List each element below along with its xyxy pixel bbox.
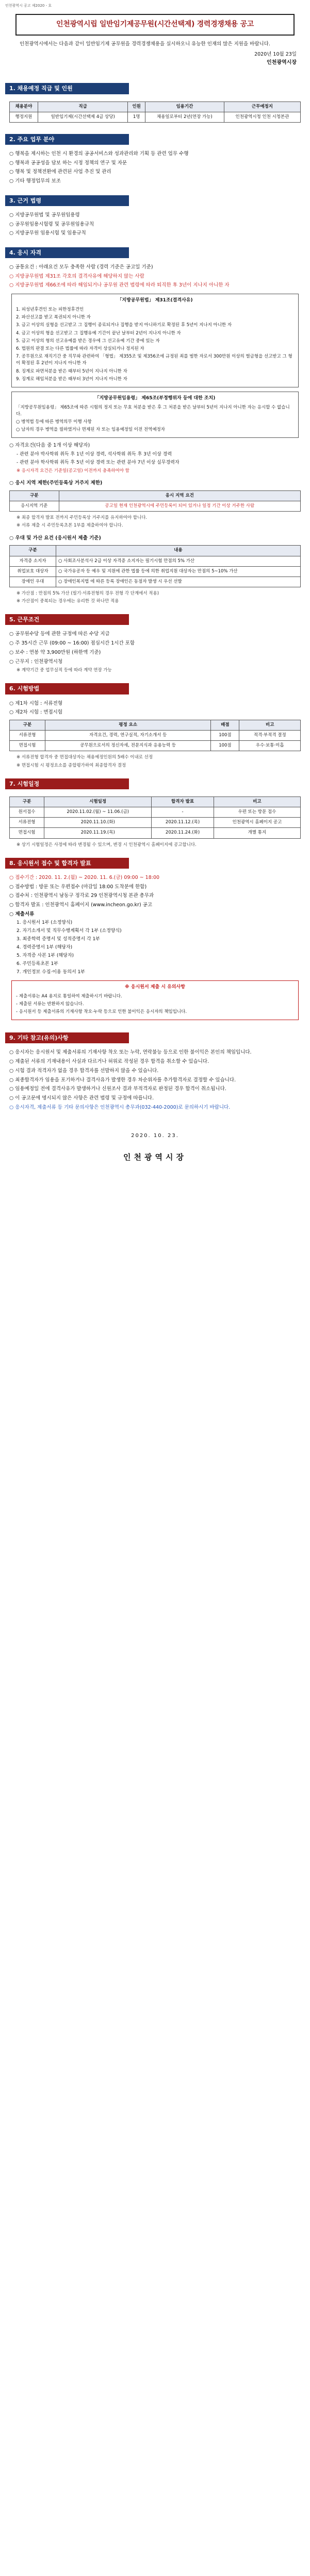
- title-box: [15, 14, 295, 36]
- footer-date: 2020. 10. 23.: [131, 1133, 179, 1139]
- note: ※ 가산점 : 만점의 5% 가산 (필기·서류전형의 경우 전형 각 단계에서 적용): [17, 591, 159, 597]
- schedule-table: [9, 796, 301, 839]
- table-row: [10, 501, 301, 512]
- list-item: ○ 응시자는 응시원서 및 제출서류의 기재사항 착오 또는 누락, 연락불능 등으로 인한 불이익은 본인의 책임입니다.: [9, 1049, 252, 1056]
- exam-method-table: [9, 720, 301, 752]
- section-8: [5, 874, 305, 1021]
- list-item: ○ 공통요건 : 아래요건 모두 충족한 사람 (경력 기준은 공고일 기준): [9, 264, 153, 270]
- table-cell: 공고일 현재 인천광역시에 주민등록이 되어 있거나 일정 기간 이상 거주한 사람: [59, 501, 300, 512]
- intro-text: 인천광역시에서는 다음과 같이 일반임기제 공무원을 경력경쟁채용을 실시하오니 유능한 인재의 많은 지원을 바랍니다.: [20, 41, 270, 47]
- table-header: 배점: [211, 720, 239, 730]
- table-cell: 인천광역시청 인천 시청본관: [224, 112, 300, 122]
- section-1: [5, 101, 305, 123]
- table-cell: 2020.11.19.(목): [44, 828, 152, 838]
- section-9: [5, 1049, 305, 1111]
- table-cell: 인천광역시 홈페이지 공고: [214, 818, 300, 828]
- table-header: 임용기간: [145, 101, 224, 112]
- notice-page: [0, 0, 310, 1184]
- list-item: - 관련 분야 박사학위 취득 후 1년 이상 경력, 석사학위 취득 후 3년 이상 경력: [17, 452, 172, 457]
- table-cell: 일반임기제(시간선택제 4급 상당): [38, 112, 128, 122]
- table-row: [10, 566, 301, 577]
- list-item: - 관련 분야 학사학위 취득 후 5년 이상 경력 또는 관련 분야 7년 이상 실무경력자: [17, 460, 180, 466]
- table-cell: ○ 장애인복지법 에 따른 등록 장애인은 동점자 발생 시 우선 선발: [56, 577, 301, 587]
- section-8-title: 8. 응시원서 접수 및 합격자 발표: [5, 858, 129, 869]
- table-cell: 개별 통지: [214, 828, 300, 838]
- section-5: [5, 631, 305, 674]
- page-title: 인천광역시립 일반임기제공무원(시간선택제) 경력경쟁채용 공고: [56, 20, 254, 28]
- table-cell: 적격·부적격 결정: [239, 731, 301, 741]
- table-cell: 2020.11.02.(월) ~ 11.06.(금): [44, 807, 152, 818]
- table-header: 구분: [10, 796, 44, 807]
- box-line: 「지방공무원임용령」 제65조에 따른 시험의 정지 또는 무효 처분을 받은 후 그 처분을 받은 날부터 5년이 지나지 아니한 자는 응시할 수 없습니다.: [16, 404, 290, 417]
- box-line: 4. 금고 이상의 형을 선고받고 그 집행유예 기간이 끝난 날부터 2년이 지나지 아니한 자: [16, 330, 181, 336]
- box-line: - 제출된 서류는 반환하지 않습니다.: [16, 1002, 84, 1007]
- list-item: ○ 제1차 시험 : 서류전형: [9, 700, 63, 706]
- caution-box: [11, 980, 299, 1020]
- table-header: 합격자 발표: [152, 796, 214, 807]
- list-item: ○ 지방공무원법 제66조에 따라 해임되거나 공무원 관련 법령에 따라 퇴직한 후 3년이 지나지 아니한 자: [9, 282, 230, 289]
- section-7-title: 7. 시험일정: [5, 778, 129, 789]
- sub-heading: ○ 우대 및 가산 요건 (응시원서 제출 기준): [9, 535, 101, 541]
- list-item: ○ 접수기간 : 2020. 11. 2.(월) ~ 2020. 11. 6.(금) 09:00 ~ 18:00: [9, 874, 160, 880]
- section-7: [5, 796, 305, 849]
- list-item: ○ 근무지 : 인천광역시청: [9, 658, 63, 665]
- box-line: ○ 남자의 경우 병역을 필하였거나 면제된 자 또는 임용예정일 이전 전역예정자: [16, 427, 165, 433]
- list-item: ○ 제2차 시험 : 면접시험: [9, 709, 63, 716]
- misconduct-box: [11, 392, 299, 438]
- table-cell: 우편 또는 방문 접수: [214, 807, 300, 818]
- note: ※ 가산점이 중복되는 경우에는 유리한 것 하나만 적용: [17, 599, 119, 604]
- note: ※ 상기 시험일정은 사정에 따라 변경될 수 있으며, 변경 시 인천광역시 홈페이지에 공고합니다.: [17, 842, 197, 848]
- sub-heading: ○ 자격요건(다음 중 1개 이상 해당자): [9, 443, 90, 449]
- sub-heading: ○ 응시 지역 제한(주민등록상 거주지 제한): [9, 480, 103, 486]
- list-item: ○ 행복 및 정책전환에 관련된 사업 추진 및 관리: [9, 169, 111, 175]
- box-title: 「지방공무원임용령」 제65조(부정행위자 등에 대한 조치): [94, 395, 216, 401]
- table-header: 구분: [10, 546, 56, 556]
- table-header: 시험일정: [44, 796, 152, 807]
- section-6-title: 6. 시험방법: [5, 683, 129, 694]
- table-cell: -: [152, 807, 214, 818]
- table-row: [10, 807, 301, 818]
- list-item: 3. 최종학력 증명서 및 성적증명서 각 1부: [17, 937, 100, 942]
- list-item: 2. 자기소개서 및 직무수행계획서 각 1부 (소정양식): [17, 928, 122, 934]
- list-item: ○ 지방공무원법 및 공무원임용령: [9, 212, 80, 218]
- note: ※ 응시자격 요건은 기준일(공고일) 이전까지 충족하여야 함: [17, 468, 129, 474]
- list-item: ○ 지방공무원 임용시험 및 임용규칙: [9, 230, 86, 236]
- list-item: ○ 지방공무원법 제31조 각호의 결격사유에 해당하지 않는 사람: [9, 273, 144, 279]
- note: ※ 서류 제출 시 주민등록초본 1부를 제출하여야 합니다.: [17, 523, 123, 529]
- residence-table: [9, 490, 301, 512]
- box-line: 5. 금고 이상의 형의 선고유예를 받은 경우에 그 선고유예 기간 중에 있는 자: [16, 338, 160, 344]
- sub-heading: ○ 제출서류: [9, 911, 35, 917]
- list-item: 7. 개인정보 수집·이용 동의서 1부: [17, 970, 85, 975]
- box-line: 9. 징계로 해임처분을 받은 때부터 3년이 지나지 아니한 자: [16, 376, 127, 382]
- table-cell: 2020.11.12.(목): [152, 818, 214, 828]
- table-header: 채용분야: [10, 101, 38, 112]
- table-cell: 장애인 우대: [10, 577, 56, 587]
- table-header: 내용: [56, 546, 301, 556]
- list-item: 4. 경력증명서 1부 (해당자): [17, 945, 73, 951]
- bonus-table: [9, 545, 301, 587]
- table-cell: 공무원으로서의 정신자세, 전문지식과 응용능력 등: [45, 741, 211, 751]
- box-line: 2. 파산선고를 받고 복권되지 아니한 자: [16, 315, 91, 320]
- section-1-title: 1. 채용예정 직급 및 인원: [5, 83, 129, 94]
- list-item: ○ 접수방법 : 방문 또는 우편접수 (마감일 18:00 도착분에 한함): [9, 884, 147, 890]
- section-4: [5, 264, 305, 474]
- box-line: - 제출서류는 A4 용지로 통일하여 제출하시기 바랍니다.: [16, 993, 122, 999]
- table-cell: 행정지원: [10, 112, 38, 122]
- box-line: 7. 공무원으로 재직기간 중 직무와 관련하여 「형법」 제355조 및 제356조에 규정된 죄를 범한 자로서 300만원 이상의 벌금형을 선고받고 그 형이 확정된 후 2년이 지나지 아니한 자: [16, 354, 292, 366]
- section-2-title: 2. 주요 업무 분야: [5, 134, 129, 145]
- table-cell: 응시지역 기준: [10, 501, 59, 512]
- section-4b: [5, 480, 305, 529]
- list-item: ○ 주 35시간 근무 (09:00 ~ 16:00) 점심시간 1시간 포함: [9, 640, 135, 647]
- disqualification-box: [11, 294, 299, 387]
- section-3: [5, 212, 305, 238]
- list-item: ○ 공무원임용시험령 및 공무원임용규칙: [9, 221, 94, 227]
- list-item: ○ 합격자 발표 : 인천광역시 홈페이지 (www.incheon.go.kr) 공고: [9, 902, 153, 908]
- note: ※ 최종 합격자 발표 전까지 주민등록상 거주지를 유지하여야 합니다.: [17, 515, 148, 521]
- table-cell: 2020.11.10.(화): [44, 818, 152, 828]
- table-row: [10, 818, 301, 828]
- list-item: ○ 이 공고문에 명시되지 않은 사항은 관련 법령 및 규정에 따릅니다.: [9, 1095, 154, 1101]
- table-cell: 채용일로부터 2년(연장 가능): [145, 112, 224, 122]
- list-item: ○ 접수처 : 인천광역시 남동구 정각로 29 인천광역시청 본관 총무과: [9, 893, 154, 899]
- table-row: [10, 741, 301, 751]
- list-item: 5. 자격증 사본 1부 (해당자): [17, 953, 74, 959]
- document-number: 인천광역시 공고 제2020 - 호: [5, 4, 52, 8]
- table-cell: 서류전형: [10, 731, 45, 741]
- box-line: ○ 병역법 등에 따른 병역의무 이행 사항: [16, 419, 92, 425]
- section-3-title: 3. 근거 법령: [5, 195, 129, 206]
- section-9-title: 9. 기타 참고(유의)사항: [5, 1032, 129, 1043]
- table-header: 비고: [239, 720, 301, 730]
- table-cell: ○ 사회조사분석사 2급 이상 자격증 소지자는 필기시험 만점의 5% 가산: [56, 556, 301, 566]
- table-cell: 자격증 소지자: [10, 556, 56, 566]
- table-header: 근무예정지: [224, 101, 300, 112]
- box-line: 1. 피성년후견인 또는 피한정후견인: [16, 307, 84, 313]
- box-line: - 응시원서 등 제출서류의 기재사항 착오·누락 등으로 인한 불이익은 응시자의 책임입니다.: [16, 1009, 187, 1015]
- list-item: ○ 기타 행정업무의 보조: [9, 178, 61, 184]
- table-cell: ○ 국가유공자 등 예우 및 지원에 관한 법률 등에 의한 취업지원 대상자는 만점의 5~10% 가산: [56, 566, 301, 577]
- table-header: 구분: [10, 720, 45, 730]
- section-5-title: 5. 근무조건: [5, 614, 129, 625]
- table-row: [10, 731, 301, 741]
- table-cell: 자격요건, 경력, 연구실적, 자기소개서 등: [45, 731, 211, 741]
- table-header: 직급: [38, 101, 128, 112]
- section-6: [5, 700, 305, 769]
- table-cell: 2020.11.24.(화): [152, 828, 214, 838]
- list-item: ○ 행복을 제시하는 인천 시 환경의 공공서비스와 성과관리와 기획 등 관련 업무 수행: [9, 150, 189, 157]
- position-table: [9, 101, 301, 123]
- table-row: [10, 112, 301, 122]
- table-cell: 우수·보통·미흡: [239, 741, 301, 751]
- issuer-name: 인천광역시장: [267, 59, 297, 65]
- section-2: [5, 150, 305, 185]
- list-item: ○ 제출된 서류의 기재내용이 사실과 다르거나 허위로 작성된 경우 합격을 취소할 수 있습니다.: [9, 1059, 209, 1065]
- note: ※ 면접시험 시 평정요소를 종합평가하여 최종합격자 결정: [17, 762, 126, 768]
- table-header: 비고: [214, 796, 300, 807]
- box-title: ※ 응시원서 제출 시 유의사항: [125, 984, 185, 990]
- table-row: [10, 556, 301, 566]
- table-cell: 원서접수: [10, 807, 44, 818]
- table-cell: 취업보호 대상자: [10, 566, 56, 577]
- section-4c: [5, 535, 305, 605]
- table-row: [10, 828, 301, 838]
- table-row: [10, 577, 301, 587]
- list-item: 6. 주민등록초본 1부: [17, 961, 58, 967]
- list-item: ○ 시험 결과 적격자가 없을 경우 합격자를 선발하지 않을 수 있습니다.: [9, 1067, 159, 1074]
- table-header: 인원: [128, 101, 145, 112]
- table-header: 평정 요소: [45, 720, 211, 730]
- note: ※ 서류전형 합격자 중 면접대상자는 채용예정인원의 5배수 이내로 선정: [17, 755, 153, 760]
- box-line: 6. 법원의 판결 또는 다른 법률에 따라 자격이 상실되거나 정지된 자: [16, 346, 144, 351]
- section-4-title: 4. 응시 자격: [5, 247, 129, 258]
- box-line: 3. 금고 이상의 실형을 선고받고 그 집행이 종료되거나 집행을 받지 아니하기로 확정된 후 5년이 지나지 아니한 자: [16, 323, 232, 328]
- table-cell: 100점: [211, 731, 239, 741]
- announce-date: 2020년 10월 23일: [254, 52, 297, 58]
- table-header: 응시 지역 요건: [59, 490, 300, 501]
- table-cell: 면접시험: [10, 741, 45, 751]
- table-cell: 1명: [128, 112, 145, 122]
- list-item: ○ 응시자격, 제출서류 등 기타 문의사항은 인천광역시 총무과(032-440-2000)로 문의하시기 바랍니다.: [9, 1104, 231, 1110]
- table-cell: 서류전형: [10, 818, 44, 828]
- footer-signature: 인천광역시장: [123, 1152, 187, 1162]
- list-item: 1. 응시원서 1부 (소정양식): [17, 920, 73, 926]
- list-item: ○ 보수 : 연봉 약 3,900만원 (하한액 기준): [9, 649, 101, 655]
- box-line: 8. 징계로 파면처분을 받은 때부터 5년이 지나지 아니한 자: [16, 368, 127, 374]
- list-item: ○ 공무원수당 등에 관한 규정에 따른 수당 지급: [9, 631, 110, 637]
- table-header: 구분: [10, 490, 59, 501]
- box-title: 「지방공무원법」 제31조(결격사유): [117, 298, 193, 303]
- list-item: ○ 행복과 공공성을 담보 하는 시정 정책의 연구 및 자문: [9, 160, 127, 166]
- list-item: ○ 최종합격자가 임용을 포기하거나 결격사유가 발생한 경우 차순위자를 추가합격자로 결정할 수 있습니다.: [9, 1077, 236, 1083]
- note: ※ 계약기간 중 업무실적 등에 따라 계약 연장 가능: [17, 668, 112, 673]
- list-item: ○ 임용예정일 전에 결격사유가 발생하거나 신원조사 결과 부적격자로 판정된 경우 합격이 취소됩니다.: [9, 1086, 226, 1092]
- table-cell: 100점: [211, 741, 239, 751]
- table-cell: 면접시험: [10, 828, 44, 838]
